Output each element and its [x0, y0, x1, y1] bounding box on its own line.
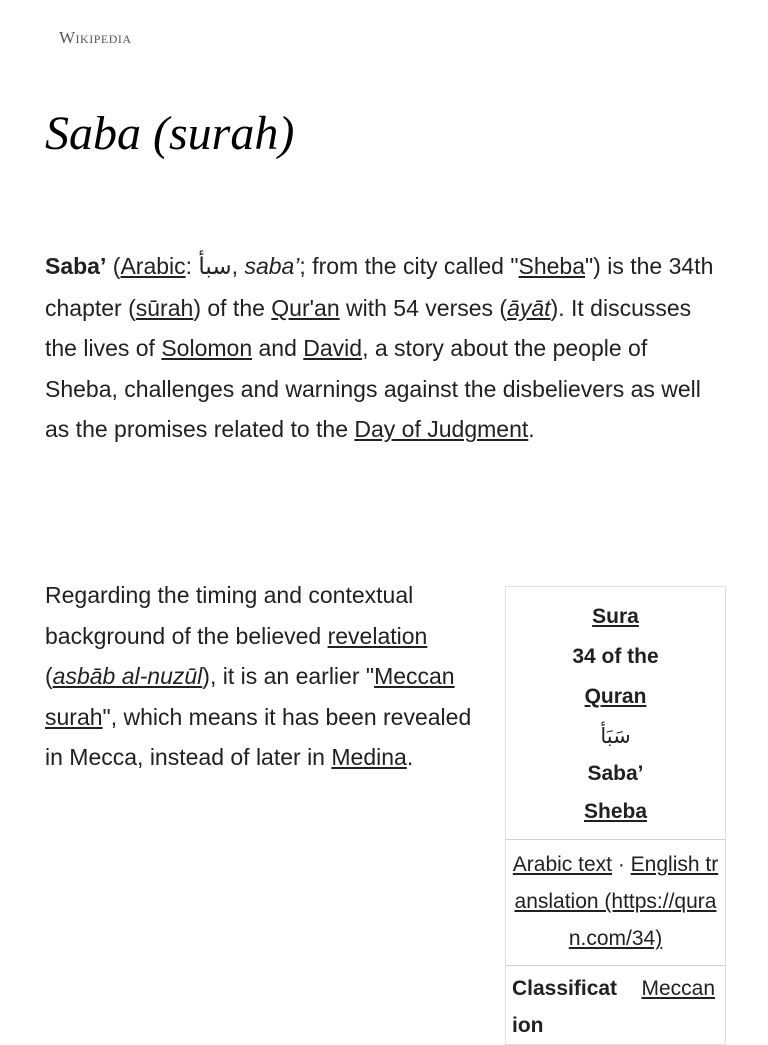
wikipedia-wordmark[interactable]: Wikipedia — [59, 28, 132, 47]
body-paragraph — [45, 575, 490, 778]
text-run: ( — [106, 253, 121, 279]
infobox-row-classification — [506, 965, 725, 1044]
text-run: Regarding the timing and contextual background of the believed — [45, 582, 414, 649]
infobox-arabic-name: سَبَأ — [600, 724, 631, 748]
text-run: ), it is an earlier " — [202, 663, 375, 690]
arabic-name: سبأ — [198, 254, 232, 280]
text-run: : — [185, 253, 199, 279]
infobox-link-english-translation[interactable]: English translation (https://quran.com/34) — [514, 853, 719, 950]
link-day-of-judgment[interactable]: Day of Judgment — [354, 416, 529, 443]
text-run: with 54 verses ( — [339, 294, 508, 321]
surah-infobox — [505, 586, 726, 1045]
text-run: . — [406, 744, 414, 771]
lead-paragraph — [45, 246, 725, 450]
link-arabic[interactable]: Arabic — [120, 253, 186, 279]
article-subject: Saba’ — [45, 253, 107, 279]
text-run: , a story about the people of Sheba, challenges and warnings against the disbelievers as well as the promises related to the — [45, 335, 701, 443]
link-asbab-al-nuzul[interactable]: asbāb al-nuzūl — [52, 663, 203, 690]
infobox-text-links — [506, 839, 725, 965]
link-david[interactable]: David — [303, 335, 363, 362]
link-revelation[interactable]: revelation — [327, 622, 428, 649]
link-meccan-surah[interactable]: Meccan surah — [45, 663, 455, 730]
transliteration: saba’ — [244, 253, 300, 279]
separator: · — [612, 853, 631, 876]
link-medina[interactable]: Medina — [331, 744, 407, 771]
infobox-number: 34 of the — [572, 645, 659, 668]
text-run: ( — [45, 663, 53, 690]
text-run: . — [528, 416, 535, 443]
text-run: ; from the city called " — [299, 253, 519, 279]
infobox-classification-label: Classification — [512, 977, 618, 1037]
text-run: ). It discusses the lives of — [45, 294, 692, 362]
link-solomon[interactable]: Solomon — [161, 335, 253, 362]
text-run: and — [252, 335, 304, 362]
link-sheba[interactable]: Sheba — [518, 253, 586, 279]
text-run: ") is the 34th chapter ( — [45, 253, 714, 321]
infobox-transliteration: Saba’ — [587, 762, 644, 785]
infobox-link-sura[interactable]: Sura — [592, 605, 639, 628]
infobox-link-meccan[interactable]: Meccan — [641, 977, 715, 1000]
infobox-link-arabic-text[interactable]: Arabic text — [512, 853, 612, 876]
text-run: ) of the — [193, 294, 272, 321]
link-ayat[interactable]: āyāt — [507, 294, 551, 321]
link-quran[interactable]: Qur'an — [271, 294, 340, 321]
link-surah[interactable]: sūrah — [135, 294, 194, 321]
text-run: ", which means it has been revealed in Mecca, instead of later in — [45, 703, 472, 771]
infobox-link-quran[interactable]: Quran — [584, 685, 647, 708]
page-title: Saba (surah) — [45, 107, 295, 160]
text-run: , — [231, 253, 245, 279]
infobox-header — [506, 587, 725, 839]
infobox-link-sheba[interactable]: Sheba — [583, 800, 648, 823]
